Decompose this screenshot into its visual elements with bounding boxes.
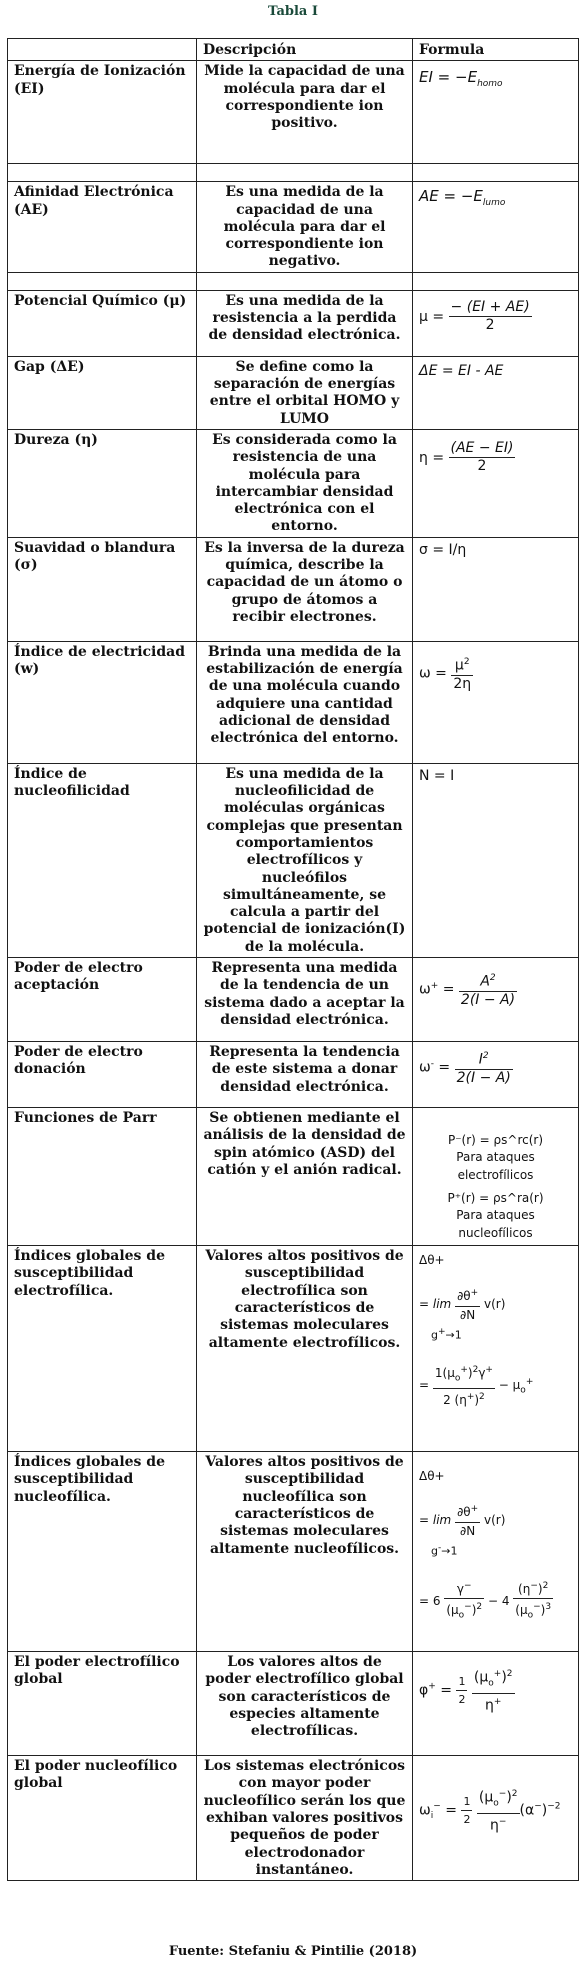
- term-cell: El poder electrofílico global: [8, 1652, 197, 1756]
- table-row: [8, 429, 579, 537]
- table-row: [8, 290, 579, 356]
- spacer-row: [8, 164, 579, 182]
- term-cell: Suavidad o blandura (σ): [8, 537, 197, 641]
- description-cell: Los sistemas electrónicos con mayor poder nucleofílico serán los que exhiban valores positivos pequeños de poder electrodonador instantáneo.: [197, 1756, 413, 1881]
- table-row: [8, 1652, 579, 1756]
- description-cell: Es considerada como la resistencia de una molécula para intercambiar densidad electrónica con el entorno.: [197, 429, 413, 537]
- description-cell: Brinda una medida de la estabilización de energía de una molécula cuando adquiere una cantidad adicional de densidad electrónica del entorno.: [197, 641, 413, 763]
- description-cell: Representa la tendencia de este sistema a donar densidad electrónica.: [197, 1042, 413, 1108]
- formula-cell: [413, 1652, 579, 1756]
- description-cell: Es una medida de la nucleofilicidad de moléculas orgánicas complejas que presentan comportamientos electrofílicos y nucleófilos simultáneamente, se calcula a partir del potencial de ionización(I) de la molécula.: [197, 763, 413, 957]
- table-row: [8, 958, 579, 1042]
- formula-text: μ = $\frac{- (EI + AE)}{2}$: [419, 298, 530, 334]
- properties-table: [7, 38, 579, 1881]
- formula-cell: [413, 537, 579, 641]
- description-cell: Valores altos positivos de susceptibilidad nucleofílica son característicos de sistemas moleculares altamente nucleofílicos.: [197, 1452, 413, 1652]
- term-cell: Funciones de Parr: [8, 1108, 197, 1246]
- spacer-row: [8, 272, 579, 290]
- formula-cell: [413, 290, 579, 356]
- formula-cell: [413, 1042, 579, 1108]
- formula-text: η = $\frac{(AE - EI)}{2}$: [419, 439, 514, 475]
- table-row: [8, 763, 579, 957]
- formula-cell: [413, 1756, 579, 1881]
- description-cell: Se obtienen mediante el análisis de la densidad de spin atómico (ASD) del catión y el anión radical.: [197, 1108, 413, 1246]
- description-cell: Representa una medida de la tendencia de un sistema dado a aceptar la densidad electrónica.: [197, 958, 413, 1042]
- formula-cell: [413, 1452, 579, 1652]
- table-row: [8, 1246, 579, 1452]
- term-cell: Índice de nucleofilicidad: [8, 763, 197, 957]
- formula-cell: [413, 763, 579, 957]
- formula-cell: [413, 429, 579, 537]
- description-cell: Se define como la separación de energías entre el orbital HOMO y LUMO: [197, 356, 413, 429]
- table-row: [8, 537, 579, 641]
- header-description: Descripción: [197, 39, 413, 61]
- table-row: [8, 641, 579, 763]
- formula-limit-sub: g-→1: [431, 1542, 458, 1558]
- formula-text: N = I: [419, 767, 455, 784]
- formula-text: EI = $-E_{homo}$: [419, 68, 503, 90]
- term-cell: Índices globales de susceptibilidad electrofílica.: [8, 1246, 197, 1452]
- formula-cell: [413, 182, 579, 272]
- term-cell: Poder de electro donación: [8, 1042, 197, 1108]
- formula-cell: [413, 641, 579, 763]
- term-cell: Índice de electricidad (w): [8, 641, 197, 763]
- formula-cell: [413, 1246, 579, 1452]
- formula-text: Δθ+: [419, 1253, 445, 1268]
- table-header-row: [8, 39, 579, 61]
- description-cell: Valores altos positivos de susceptibilidad electrofílica son característicos de sistemas moleculares altamente electrofílicos.: [197, 1246, 413, 1452]
- term-cell: Energía de Ionización (EI): [8, 61, 197, 164]
- table-title: Tabla I: [268, 4, 318, 19]
- formula-expansion: = $\frac{1(\mu_o^+)^2\gamma^+}{2 (\eta^+)^2}$ − $\mu_o^+$: [419, 1362, 572, 1409]
- table-row: [8, 1756, 579, 1881]
- description-cell: Es una medida de la capacidad de una molécula para dar el correspondiente ion negativo.: [197, 182, 413, 272]
- term-cell: Dureza (η): [8, 429, 197, 537]
- formula-text: P⁻(r) = ρs^rc(r): [447, 1133, 544, 1148]
- formula-text: P⁺(r) = ρs^ra(r): [447, 1190, 544, 1205]
- formula-limit: = lim $\frac{\partial\theta^+}{\partial N}$ v(r): [419, 1285, 572, 1324]
- formula-cell: [413, 356, 579, 429]
- formula-text: ω- = $\frac{I^2}{2(I - A)}$: [419, 1048, 572, 1087]
- table-row: [8, 61, 579, 164]
- formula-note: Para ataques electrofílicos: [456, 1150, 535, 1182]
- table-row: [8, 1452, 579, 1652]
- table-row: [8, 182, 579, 272]
- formula-text: ω+ = $\frac{A^2}{2(I - A)}$: [419, 970, 572, 1009]
- formula-cell: [413, 61, 579, 164]
- formula-note: Para ataques nucleofílicos: [456, 1208, 535, 1240]
- formula-limit-sub: g+→1: [431, 1326, 462, 1342]
- description-cell: Es la inversa de la dureza química, describe la capacidad de un átomo o grupo de átomos a recibir electrones.: [197, 537, 413, 641]
- formula-text: σ = I/η: [419, 541, 467, 558]
- formula-text: AE = $-E_{lumo}$: [419, 187, 506, 209]
- description-cell: Los valores altos de poder electrofílico global son característicos de especies altamente electrofílicas.: [197, 1652, 413, 1756]
- term-cell: Gap (ΔE): [8, 356, 197, 429]
- formula-text: Δθ+: [419, 1469, 445, 1484]
- term-cell: Potencial Químico (μ): [8, 290, 197, 356]
- description-cell: Mide la capacidad de una molécula para dar el correspondiente ion positivo.: [197, 61, 413, 164]
- term-cell: Poder de electro aceptación: [8, 958, 197, 1042]
- term-cell: Afinidad Electrónica (AE): [8, 182, 197, 272]
- formula-text: $\omega_i^-$ = $\frac{1}{2}$ $\frac{(\mu_o^-)^2}{\eta^-}$ $(\alpha^-)^{-2}$: [419, 1786, 572, 1835]
- formula-text: ω = $\frac{\mu^2}{2\eta}$: [419, 654, 572, 693]
- table-row: [8, 356, 579, 429]
- formula-expansion: = 6 $\frac{\gamma^-}{(\mu_o^-)^2}$ − 4 $\frac{(\eta^-)^2}{(\mu_o^-)^3}$: [419, 1578, 572, 1625]
- description-cell: Es una medida de la resistencia a la perdida de densidad electrónica.: [197, 290, 413, 356]
- formula-text: φ+ = $\frac{1}{2}$ $\frac{(\mu_o^+)^2}{\eta^+}$: [419, 1666, 572, 1715]
- formula-cell: [413, 1108, 579, 1246]
- table-row: [8, 1042, 579, 1108]
- header-empty: [8, 39, 197, 61]
- formula-cell: [413, 958, 579, 1042]
- header-formula: Formula: [413, 39, 579, 61]
- term-cell: Índices globales de susceptibilidad nucleofílica.: [8, 1452, 197, 1652]
- formula-limit: = lim $\frac{\partial\theta^+}{\partial N}$ v(r): [419, 1501, 572, 1540]
- term-cell: El poder nucleofílico global: [8, 1756, 197, 1881]
- formula-text: ΔE = EI - AE: [419, 362, 504, 379]
- source-footer: Fuente: Stefaniu & Pintilie (2018): [168, 1944, 418, 1959]
- table-row: [8, 1108, 579, 1246]
